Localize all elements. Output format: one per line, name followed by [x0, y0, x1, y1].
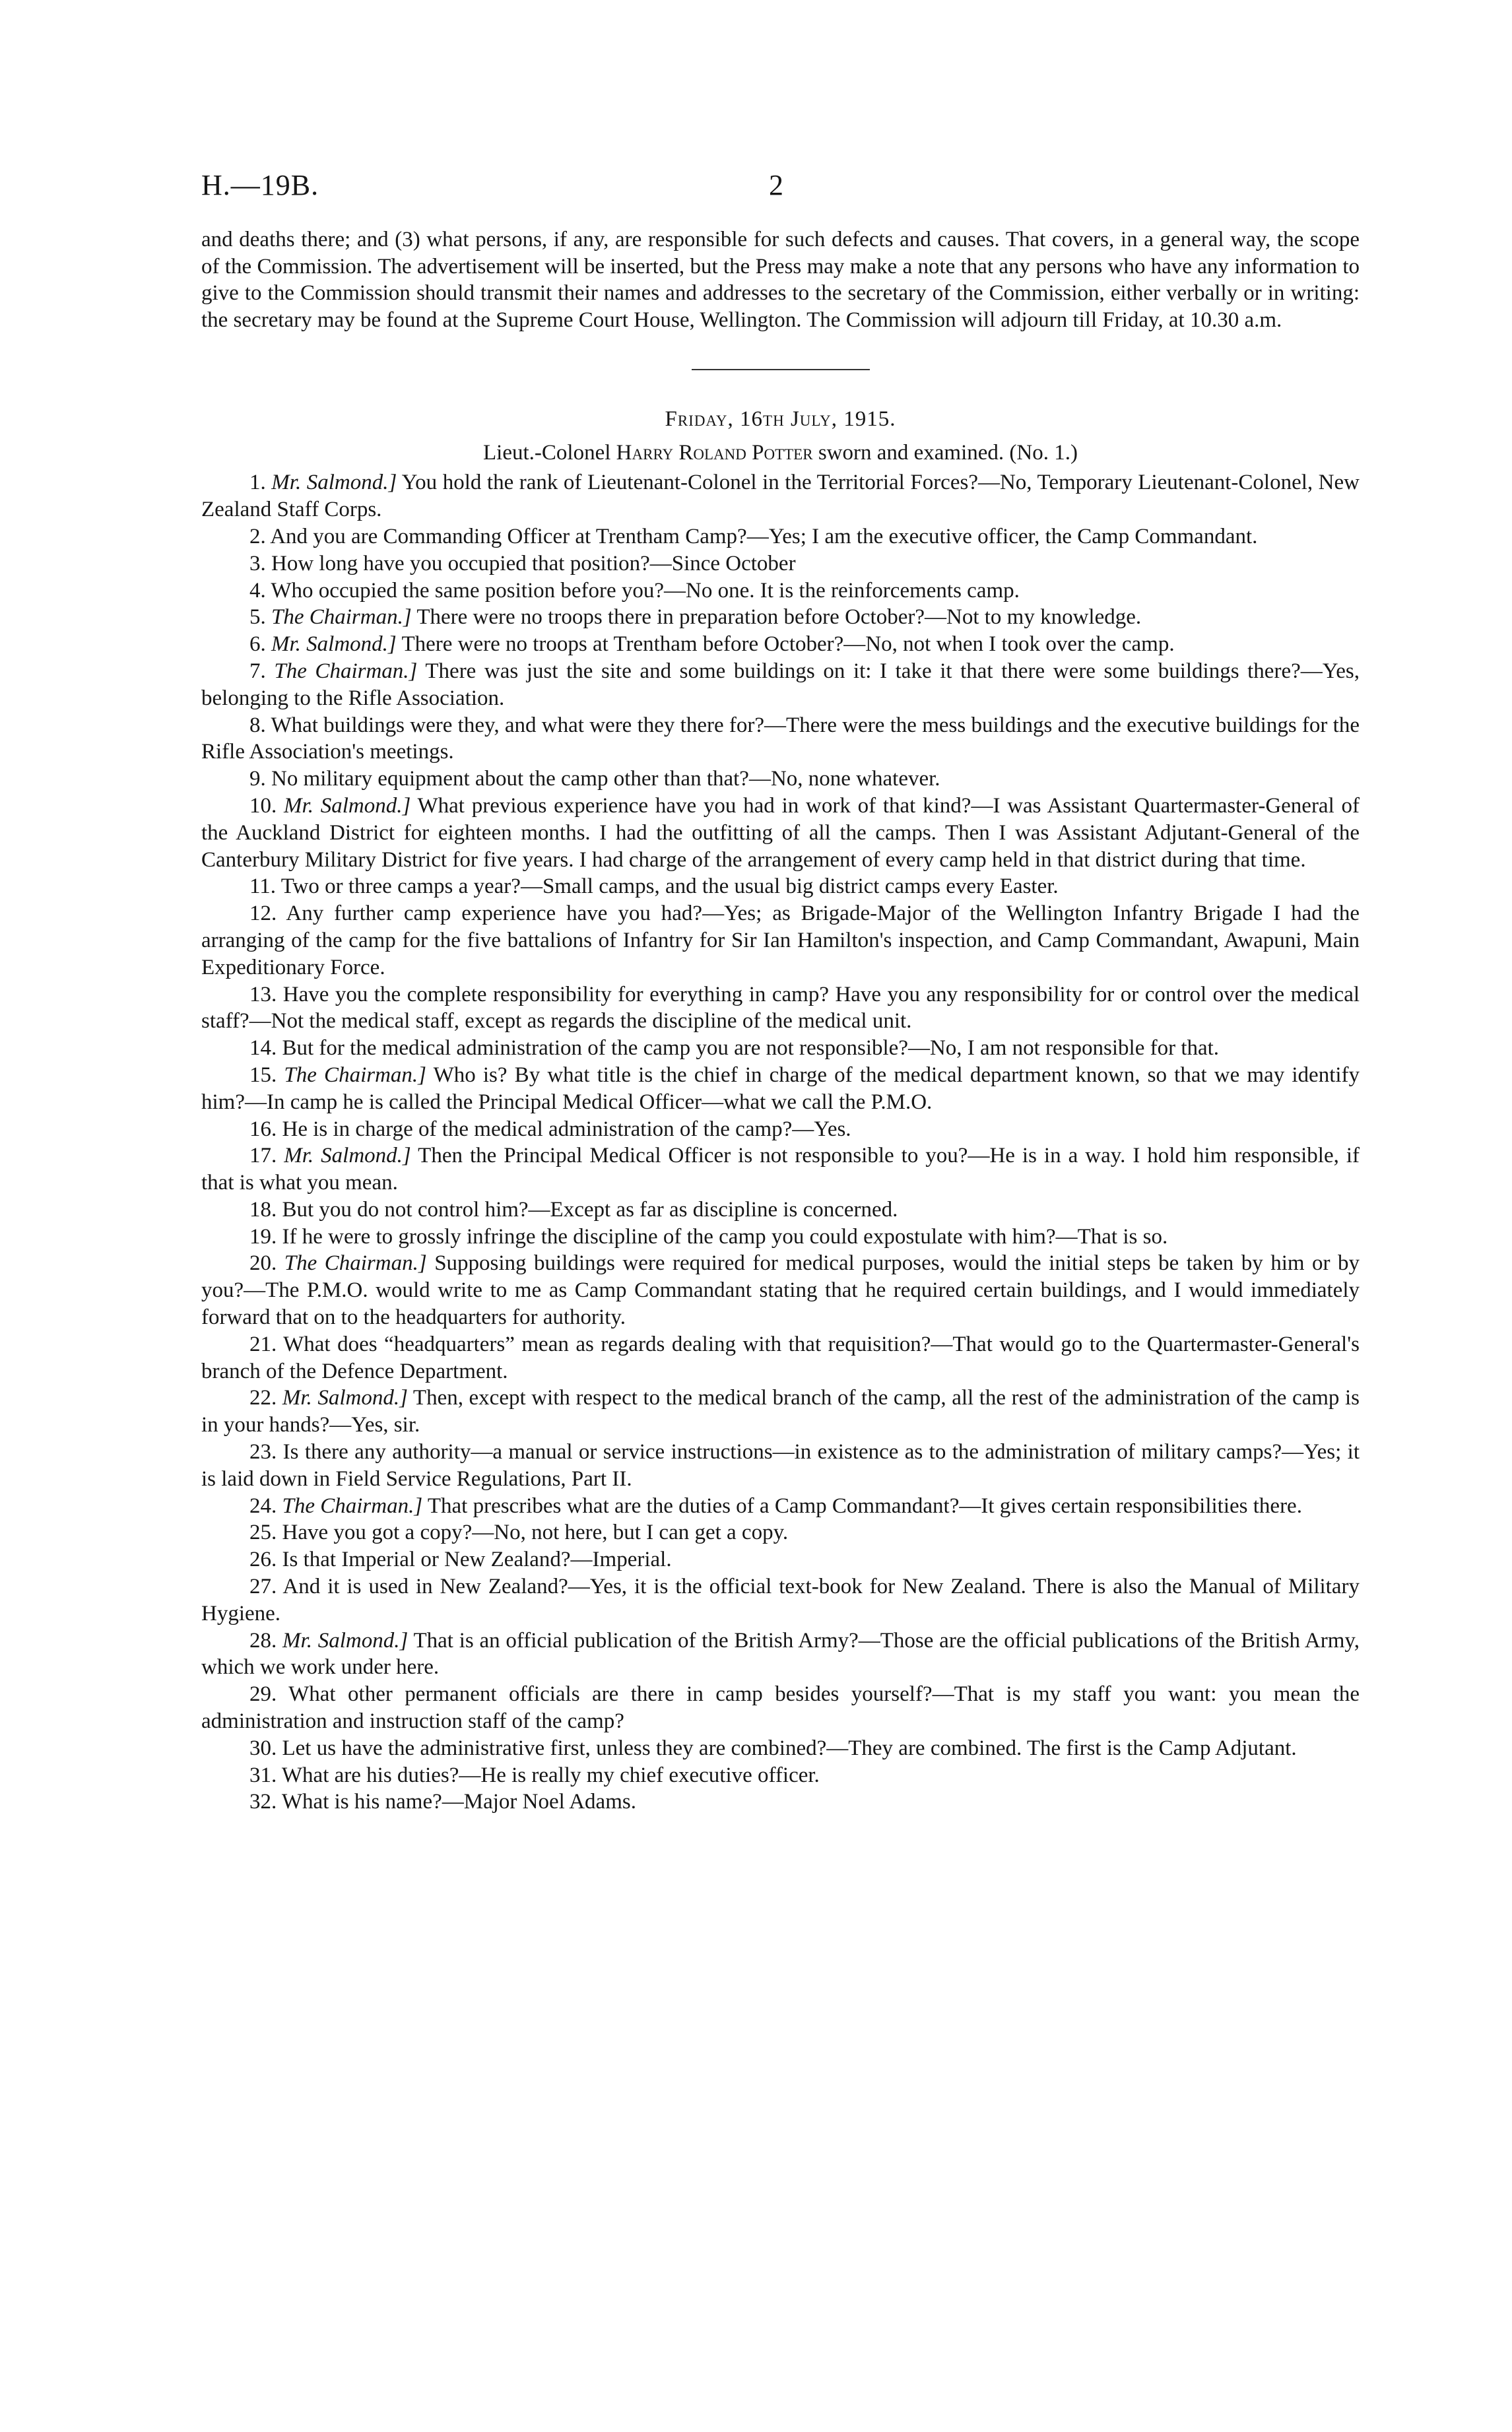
testimony-entry: [201, 1493, 1360, 1520]
question-number: 11.: [249, 874, 277, 899]
testimony-entry: [201, 1116, 1360, 1143]
question-answer-text: Any further camp experience have you had?—Yes; as Brigade-Major of the Wellington Infantry Brigade I had the arranging of the camp for the five battalions of Infantry for Sir Ian Hamilton's inspection, and Camp Commandant, Awapuni, Main Expeditionary Force.: [201, 902, 1360, 979]
question-answer-text: If he were to grossly infringe the discipline of the camp you could expostulate with him?—That is so.: [282, 1224, 1168, 1249]
question-number: 19.: [249, 1224, 277, 1249]
speaker-label: The Chairman.]: [282, 1494, 423, 1518]
question-answer-text: Supposing buildings were required for medical purposes, would the initial steps be taken by him or by you?—The P.M.O. would write to me as Camp Commandant stating that he required certain buildings, and I would immediately forward that on to the headquarters for authority.: [201, 1251, 1360, 1330]
testimony-entry: [201, 1062, 1360, 1116]
question-answer-text: Is that Imperial or New Zealand?—Imperial.: [282, 1548, 672, 1572]
question-answer-text: He is in charge of the medical administration of the camp?—Yes.: [282, 1117, 851, 1141]
testimony-entry: [201, 1762, 1360, 1789]
page-number: 2: [769, 169, 783, 201]
question-answer-text: You hold the rank of Lieutenant-Colonel in the Territorial Forces?—No, Temporary Lieutenant-Colonel, New Zealand Staff Corps.: [201, 471, 1360, 522]
question-number: 1.: [249, 471, 266, 495]
question-number: 13.: [249, 982, 277, 1006]
question-number: 6.: [249, 632, 266, 657]
question-answer-text: Who is? By what title is the chief in charge of the medical department known, so that we may identify him?—In camp he is called the Principal Medical Officer—what we call the P.M.O.: [201, 1063, 1360, 1114]
section-divider: [692, 369, 870, 370]
testimony-entry: [201, 1197, 1360, 1224]
question-number: 25.: [249, 1521, 277, 1545]
testimony-entry: [201, 1250, 1360, 1331]
question-number: 29.: [249, 1682, 277, 1707]
testimony-entry: [201, 1546, 1360, 1573]
question-number: 9.: [249, 767, 266, 791]
testimony-entry: [201, 1519, 1360, 1546]
question-answer-text: But you do not control him?—Except as far as discipline is concerned.: [282, 1197, 898, 1222]
question-answer-text: There were no troops at Trentham before October?—No, not when I took over the camp.: [401, 632, 1175, 657]
testimony-entry: [201, 469, 1360, 523]
question-number: 12.: [249, 902, 277, 926]
question-number: 26.: [249, 1548, 277, 1572]
testimony-entry: [201, 550, 1360, 577]
speaker-label: The Chairman.]: [274, 659, 418, 683]
testimony-entry: [201, 1573, 1360, 1627]
question-answer-text: There were no troops there in preparation before October?—Not to my knowledge.: [416, 605, 1142, 630]
question-number: 20.: [249, 1251, 277, 1276]
question-number: 23.: [249, 1440, 277, 1464]
question-answer-text: What other permanent officials are there in camp besides yourself?—That is my staff you want: you mean the administration and instruction staff of the camp?: [201, 1682, 1360, 1734]
testimony-entry: [201, 658, 1360, 712]
question-number: 3.: [249, 551, 266, 575]
question-number: 22.: [249, 1386, 277, 1410]
speaker-label: Mr. Salmond.]: [284, 1144, 411, 1168]
running-header: [201, 168, 1360, 208]
continuation-paragraph: and deaths there; and (3) what persons, if any, are responsible for such defects and causes. That covers, in a general way, the scope of the Commission. The advertisement will be inserted, but the Press may make a note that any persons who have any information to give to the Commission should transmit their names and addresses to the secretary of the Commission, either verbally or in writing: the secretary may be found at the Supreme Court House, Wellington. The Commission will adjourn till Friday, at 10.30 a.m.: [201, 228, 1360, 332]
question-answer-text: There was just the site and some buildings on it: I take it that there were some buildings there?—Yes, belonging to the Rifle Association.: [201, 659, 1360, 710]
question-number: 32.: [249, 1790, 277, 1814]
question-number: 4.: [249, 578, 266, 603]
question-number: 16.: [249, 1117, 277, 1141]
question-answer-text: What previous experience have you had in work of that kind?—I was Assistant Quartermaster-General of the Auckland District for eighteen months. I had the outfitting of all the camps. Then I was Assistant Adjutant-General of the Canterbury Military District for five years. I had charge of the arrangement of every camp held in that district during that time.: [201, 793, 1360, 872]
testimony-entry: [201, 793, 1360, 873]
testimony-entry: [201, 1331, 1360, 1385]
question-answer-text: That prescribes what are the duties of a Camp Commandant?—It gives certain responsibilities there.: [427, 1494, 1302, 1518]
testimony-entry: [201, 577, 1360, 605]
testimony-entry: [201, 1142, 1360, 1197]
speaker-label: Mr. Salmond.]: [282, 1628, 409, 1653]
speaker-label: The Chairman.]: [284, 1251, 427, 1276]
question-number: 10.: [249, 793, 277, 818]
testimony-entry: [201, 1224, 1360, 1251]
question-answer-text: How long have you occupied that position?—Since October: [271, 551, 796, 575]
question-number: 30.: [249, 1736, 277, 1760]
question-answer-text: Who occupied the same position before you?—No one. It is the reinforcements camp.: [271, 578, 1020, 603]
question-answer-text: Have you got a copy?—No, not here, but I can get a copy.: [282, 1521, 789, 1545]
speaker-label: Mr. Salmond.]: [282, 1386, 408, 1410]
question-answer-text: And it is used in New Zealand?—Yes, it is the official text-book for New Zealand. There is also the Manual of Military Hygiene.: [201, 1575, 1360, 1626]
speaker-label: The Chairman.]: [271, 605, 412, 630]
paper-reference: H.—19B.: [201, 169, 319, 201]
testimony-entry: [201, 981, 1360, 1035]
question-answer-text: What are his duties?—He is really my chief executive officer.: [281, 1763, 820, 1787]
question-answer-text: What is his name?—Major Noel Adams.: [281, 1790, 636, 1814]
question-number: 18.: [249, 1197, 277, 1222]
question-answer-text: That is an official publication of the British Army?—Those are the official publications of the British Army, which we work under here.: [201, 1628, 1360, 1680]
question-number: 21.: [249, 1332, 277, 1356]
question-number: 28.: [249, 1628, 277, 1653]
witness-line: [201, 439, 1360, 467]
question-number: 31.: [249, 1763, 277, 1787]
question-answer-text: Then, except with respect to the medical branch of the camp, all the rest of the administration of the camp is in your hands?—Yes, sir.: [201, 1386, 1360, 1437]
testimony-entry: [201, 1439, 1360, 1493]
question-answer-text: What does “headquarters” mean as regards dealing with that requisition?—That would go to the Quartermaster-General's branch of the Defence Department.: [201, 1332, 1360, 1383]
testimony-entry: [201, 1627, 1360, 1682]
question-answer-text: But for the medical administration of the camp you are not responsible?—No, I am not responsible for that.: [282, 1036, 1220, 1061]
question-answer-text: Then the Principal Medical Officer is not responsible to you?—He is in a way. I hold him responsible, if that is what you mean.: [201, 1144, 1360, 1195]
speaker-label: Mr. Salmond.]: [271, 471, 397, 495]
question-answer-text: Let us have the administrative first, unless they are combined?—They are combined. The first is the Camp Adjutant.: [282, 1736, 1297, 1760]
testimony-entry: [201, 712, 1360, 766]
witness-name: Harry Roland Potter: [616, 441, 813, 465]
question-number: 2.: [249, 524, 266, 548]
speaker-label: The Chairman.]: [284, 1063, 427, 1087]
witness-status: sworn and examined. (No. 1.): [818, 441, 1078, 465]
speaker-label: Mr. Salmond.]: [284, 793, 411, 818]
testimony-entry: [201, 900, 1360, 981]
question-number: 14.: [249, 1036, 277, 1061]
testimony-entry: [201, 766, 1360, 793]
testimony-entry: [201, 873, 1360, 900]
testimony-entry: [201, 1681, 1360, 1735]
testimony-entry: [201, 523, 1360, 550]
question-answer-text: No military equipment about the camp other than that?—No, none whatever.: [271, 767, 940, 791]
question-number: 5.: [249, 605, 266, 630]
document-page: [201, 168, 1360, 1816]
session-date: Friday, 16th July, 1915.: [665, 407, 896, 432]
question-answer-text: Is there any authority—a manual or service instructions—in existence as to the administration of military camps?—Yes; it is laid down in Field Service Regulations, Part II.: [201, 1440, 1360, 1491]
question-number: 15.: [249, 1063, 277, 1087]
question-answer-text: What buildings were they, and what were they there for?—There were the mess buildings and the executive buildings for the Rifle Association's meetings.: [201, 713, 1360, 764]
question-answer-text: And you are Commanding Officer at Trentham Camp?—Yes; I am the executive officer, the Camp Commandant.: [270, 524, 1258, 548]
question-number: 24.: [249, 1494, 277, 1518]
testimony-entry: [201, 1735, 1360, 1762]
question-number: 27.: [249, 1575, 277, 1599]
witness-rank: Lieut.-Colonel: [483, 441, 611, 465]
testimony-entry: [201, 631, 1360, 658]
testimony-entry: [201, 1035, 1360, 1062]
question-number: 8.: [249, 713, 266, 737]
question-answer-text: Have you the complete responsibility for everything in camp? Have you any responsibility for or control over the medical staff?—Not the medical staff, except as regards the discipline of the medical unit.: [201, 982, 1360, 1034]
testimony-entry: [201, 1789, 1360, 1816]
question-number: 7.: [249, 659, 266, 683]
testimony-list: [201, 469, 1360, 1816]
testimony-entry: [201, 1385, 1360, 1439]
speaker-label: Mr. Salmond.]: [271, 632, 397, 657]
question-number: 17.: [249, 1144, 277, 1168]
testimony-entry: [201, 604, 1360, 631]
question-answer-text: Two or three camps a year?—Small camps, and the usual big district camps every Easter.: [280, 874, 1059, 899]
